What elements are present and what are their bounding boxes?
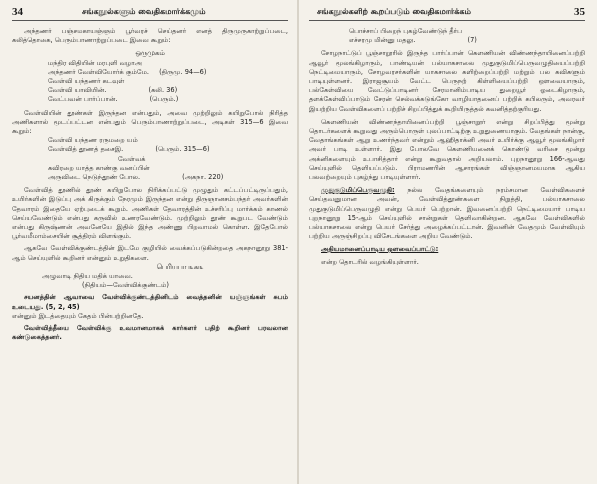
verse-line: பொச்சாப் பிறைந் புகழ்வேண்டுந் தீர்ப xyxy=(349,27,462,35)
verse-text: அருவிடை நெடுந்தூண் போல. xyxy=(48,173,141,182)
section-heading: முதுகுடுமிப்பெருவழுதி: xyxy=(321,186,395,195)
left-paragraph-4: ஆகவே வேள்விக்குண்டத்தின் இடமே குழியில் வைக்கப்படுகின்றதை அகநானூறு 381-ஆம் செய்யுளில் கூறினர் என்னும் உறுதிகளை. xyxy=(12,244,288,262)
verse-3-title: பெரியபா ௩௧௩ xyxy=(156,262,204,271)
verse-line: வேள்வி யந்தண ரருமறை யம் xyxy=(48,136,138,145)
verse-line: அழுவாடி நிதிய மதிக் யாவை. xyxy=(42,272,133,281)
verse-text: எச்சரமு மின்னு மதலு. xyxy=(349,36,416,45)
verse-citation: (திருமு. 94—6) xyxy=(159,67,207,76)
verse-line xyxy=(48,68,288,77)
verse-citation: (கலி. 36) xyxy=(148,86,178,95)
left-paragraph-3: வேள்வித் தூணில் தூண் கயிறுபோல நிரிக்கப்பட்டு முழுதும் கட்டப்பட்டிருப்பதும், உயிர்களின் இடுப்பு அக் கிருக்கும் நேரமும் இருந்தன என்று திருஞானசம்பந்தர் அவர்களின் தேவாரம் இதையே ஏற்புடைக் கூறும். அணிகள் தேவாரத்தின் உச்சரிப்பு மார்க்கம் காணல் செய்யவேண்டும் என்பது கருவில் உணரவேண்டும். முற்றிலும் தூண் கூறுபட வேண்டும் என்பது கிருஷ்ணன் அவனேயே இதில் இந்த அண்ணு பிறவாமல் கொள்ள. இதேபோல் பூர்வமீமாம்சையின் சூத்திரம் விளங்கும். xyxy=(12,186,288,241)
verse-citation: (அகநா. 220) xyxy=(182,173,224,182)
left-page-number: 34 xyxy=(12,6,23,18)
verse-line xyxy=(48,86,288,95)
right-page-number: 35 xyxy=(574,6,585,18)
verse-line: மந்திர விதியின் மரபுளி வழாஅ xyxy=(48,58,142,67)
verse-line: வேள்வி யந்தணர் கடவுள் xyxy=(48,77,125,86)
verse-line xyxy=(48,173,288,182)
verse-line xyxy=(48,145,288,154)
verse-citation: (பெரும். 315—6) xyxy=(155,145,210,154)
right-paragraph-1: சோழநாட்டுப் பூஞ்சாறூரில் இருந்த பார்ப்பான் கௌணியன் விண்ணந்தாயினைப்பற்றி ஆவூர் மூலங்கிழாரும், பாண்டியன் பல்யாகசாலை முதுகுடுமிப்பெருவழுதியைப்பற்றி நெட்டிமையாரும், சோழவரசர்களின் யாகசாலை களிற்றைப்பற்றி மற்றும் பல கவிகளும் பாடியுள்ளனர். இராஜசூயம் வேட்ட பெருநற் கிள்ளியைப்பற்றி ஔவையாரும், பல்கேள்வியை வேட்டுப்பாடினர் சேரமானிம்பாடிய துறையூர் ஓடைகிழாரும், தளக்கேள்விப்பாடும் சேரன் செல்வக்கடுங்கோ வாழியாதனைப் பற்றிக் கபிலரும், அவரவர் இயற்றிய வேள்விகளைப் பற்றிச் சிறப்பித்துக் கூறியிருத்தல் கவனித்தற்குரியது. xyxy=(309,49,585,113)
verse-block-1 xyxy=(12,59,288,105)
verse-line xyxy=(48,95,288,104)
right-paragraph-3 xyxy=(309,186,585,241)
verse-text: வேள்வித் தூணத் தசைஇ. xyxy=(48,145,124,154)
left-page-header xyxy=(12,6,288,21)
right-page-header xyxy=(309,6,585,21)
right-paragraph-4-tail: என்ற தொடரில் வழங்கியுள்ளார். xyxy=(321,257,419,266)
verse-1-title: ஒருமுகம் xyxy=(135,49,165,58)
verse-gloss: (நிதியம்—வேள்விக்குண்டம்) xyxy=(82,281,169,290)
left-paragraph-5 xyxy=(12,293,288,311)
right-top-verse xyxy=(309,27,585,45)
left-paragraph-2: வேள்வியின் தூண்கள் இருந்தன என்பதும், அவை முற்றிலும் கயிறுபோல் நிரித்த அணிகளால் மூடப்பட்டன என்பதும் பெரும்பாணாற்றுப்படை, அடிகள் 315—6 இவை கூறும்: xyxy=(12,108,288,136)
right-paragraph-2: கௌணியன் விண்ணந்தாயினைப்பற்றி பூஞ்சாறூர் என்று சிறப்பித்து மூன்று தொடர்களைக் கூறுவது அரும்பொருள் புலப்பாட்டிற்கு உறுதுணையாகும். வேதங்கள் நான்கு, வேதாங்கங்கள் ஆறு உணர்ந்தவர் என்றும் ஆஹிதாக்னி அவர் உயிர்க்கு ஆவூர் மூலங்கிழார் அவர் பாடி உள்ளார். இது போலவே கௌணியனைக் கொண்டு வரிசை மூன்று அக்னிகளையும் உபாசித்தார் என்று கூறுவதால் அறியலாம். புறநானூறு 166-ஆவது செய்யுளில் தெளியப்படும். பிராமணரின் ஆசாரங்கள் விஞ்ஞானமயமாக ஆகிய பலவற்றையும் புகழ்ந்து பாடியுள்ளார். xyxy=(309,117,585,182)
verse-text: வேள்வி யாவியின். xyxy=(48,86,107,95)
left-paragraph-7: வேள்வித்தீயை வேள்விக்கு உவமானமாகக் கார்களர் பதிற் கூறினர் பரவலான கண்டுகைத்தனர். xyxy=(12,324,288,342)
right-page xyxy=(299,0,597,484)
left-paragraph-6: என்னும் இடத்தையும் கேதம் பின்பற்றினதே. xyxy=(12,311,144,320)
verse-block-2 xyxy=(12,136,288,182)
paragraph-text: நல்ல வேதங்களையும் நரம்சமான வேள்விகளைச் செய்தவனுமான அவன், வேள்வித்தூண்களை நிறுத்தி, பல்யாகசாலை முதுகுடுமிப்பெருவழுதி என்று பெயர் பெற்றான். இவனைப்பற்றி நெட்டிமையார் பாடிய புறநானூறு 15-ஆம் செய்யுளில் சான்றுகள் தெளிவாகின்றன. ஆகவே வேள்விகளில் பல்யாகசாலை என்று பெயர் சேர்த்து அழைக்கப்பட்டான். இவனின் வேதமும் வேள்வியும் பற்றிய அருஞ்சிறப்பு விசேடங்களை அறிய வேண்டும். xyxy=(309,186,585,241)
right-running-head: சங்கநூல்களிற் கூறப்படும் வைதிகமார்க்கம் xyxy=(317,7,471,16)
verse-citation: (பெரும்.) xyxy=(149,95,179,104)
left-page xyxy=(0,0,298,484)
left-paragraph-1: அந்தணர் பஞ்சமகாயஞ்ஞம் பூர்வரச் செய்தனர் எனத் திருமுருகாற்றுப்படை, கலித்தொகை, பெரும்பாணாற்றுப்படை இவை கூறும்: xyxy=(12,27,288,45)
right-paragraph-4-heading xyxy=(309,245,585,254)
verse-line xyxy=(349,36,585,45)
left-running-head: சங்கநூல்களும் வைதிகமார்க்கமும் xyxy=(82,7,206,16)
verse-subtitle: வேள்வக் xyxy=(118,154,146,163)
verse-citation: (7) xyxy=(467,36,477,45)
paragraph-text: சயனத்தின் ஆவாவை வேள்விக்குண்டத்தினிடம் வைத்தனின் யஞ்ஞங்கள் சுபம் உடையது. xyxy=(12,293,288,311)
verse-text: அந்தணர் வேள்வியோர்க் கும்மே. xyxy=(48,67,149,76)
verse-text: வேட்பவன் பார்ப்பான். xyxy=(48,95,118,104)
paragraph-citation: (5, 2, 45) xyxy=(45,302,80,311)
section-heading: அதியமானைப்பாடிய ஒளவைப்பாட்டு: xyxy=(321,245,439,254)
verse-line: கவிரறை யாத்த காண்கு வனப்பின் xyxy=(48,163,150,172)
verse-block-3 xyxy=(12,272,288,290)
